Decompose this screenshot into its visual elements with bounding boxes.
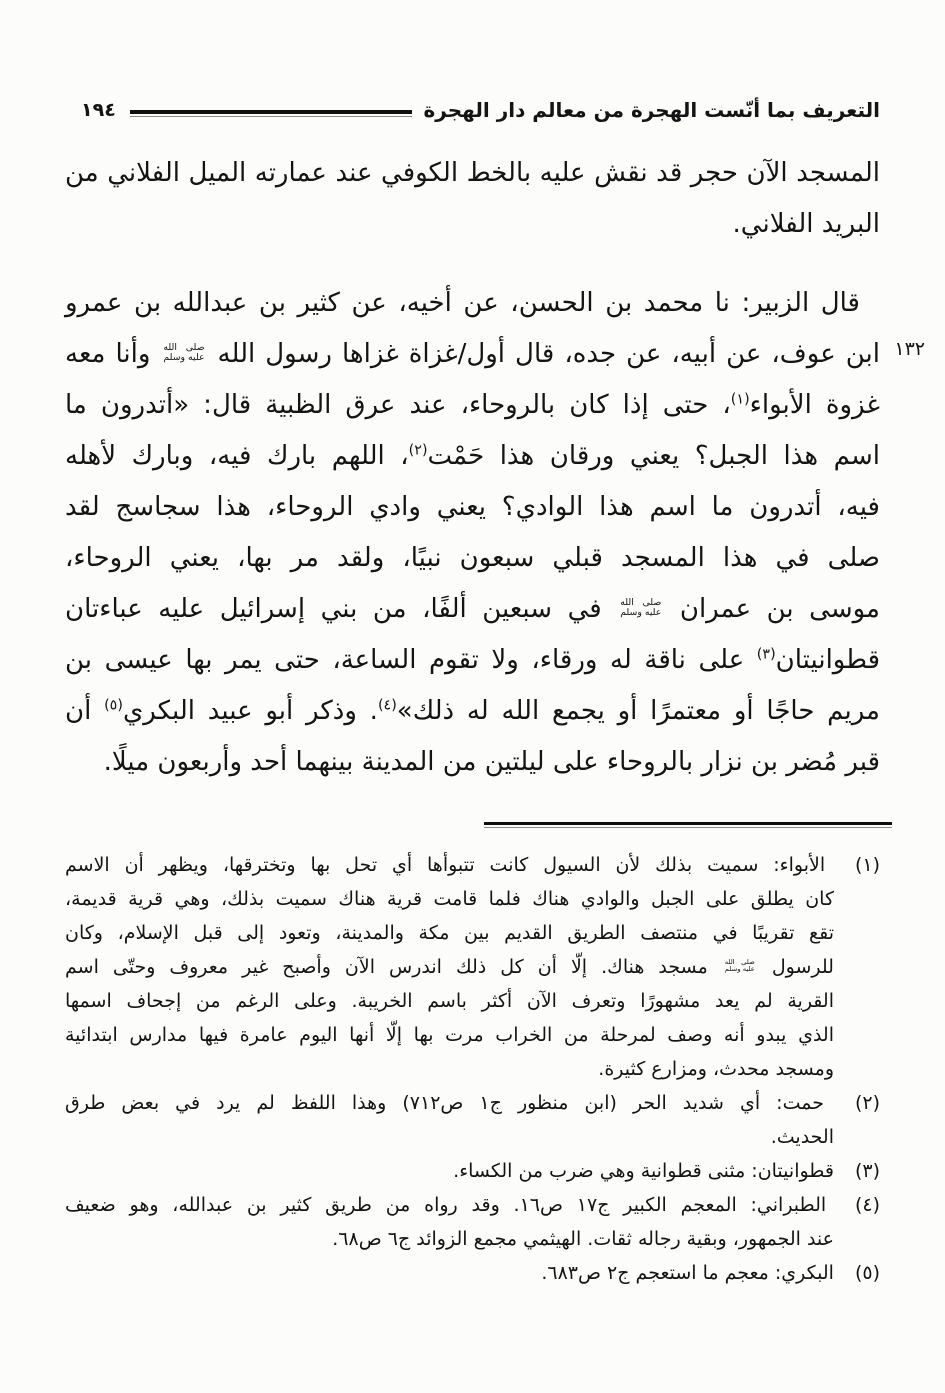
margin-folio-number: ١٣٢: [894, 338, 925, 360]
footnote-number: (١): [854, 854, 880, 876]
footnote-line: تقع تقريبًا في منتصف الطريق القديم بين مكة والمدينة، وتعود إلى قبل الإسلام، وكان: [65, 922, 834, 944]
footnote-reference: (٥): [104, 697, 123, 714]
body-line: موسى بن عمران صلى الله عليه وسلم في سبعين ألفًا، من بني إسرائيل عليه عباءتان: [65, 594, 880, 624]
footnote-line: الذي يبدو أنه وصف لمرحلة من الخراب مرت بها إلّا أنها اليوم عامرة فيها مدارس ابتدائية: [65, 1024, 834, 1046]
body-line: قال الزبير: نا محمد بن الحسن، عن أخيه، عن كثير بن عبدالله بن عمرو: [65, 288, 860, 318]
body-line: غزوة الأبواء$^{(١)}$، حتى إذا كان بالروحاء، عند عرق الظبية قال: «أتدرون ما: [65, 390, 880, 420]
prophet-salutation-glyph: صلى الله عليه وسلم: [163, 341, 205, 363]
footnote-item-3: [65, 1154, 880, 1188]
body-text: [65, 148, 880, 788]
footnote-number: (٥): [854, 1262, 880, 1284]
footnote-line: ومسجد محدث، ومزارع كثيرة.: [598, 1058, 834, 1080]
footnote-reference: (١): [730, 391, 750, 408]
footnote-line: عند الجمهور، وبقية رجاله ثقات. الهيثمي مجمع الزوائد ج٦ ص٦٨.: [332, 1228, 834, 1250]
footnote-line: (٤) الطبراني: المعجم الكبير ج١٧ ص١٦. وقد رواه من طريق كثير بن عبدالله، وهو ضعيف: [65, 1188, 880, 1222]
footnote-line: للرسول صلى الله عليه وسلم مسجد هناك. إلّا أن كل ذلك اندرس الآن وأصبح غير معروف وحتّى اسم: [65, 956, 834, 978]
footnote-number: (٤): [854, 1194, 880, 1216]
body-line: ابن عوف، عن أبيه، عن جده، قال أول/غزاة غزاها رسول الله صلى الله عليه وسلم وأنا معه: [65, 339, 880, 369]
footnote-number: (٢): [854, 1092, 880, 1114]
footnote-line: القرية لم يعد مشهورًا وتعرف الآن أكثر باسم الخريبة. وعلى الرغم من إجحاف اسمها: [65, 990, 834, 1012]
footnote-item-4: [65, 1188, 880, 1256]
footnote-reference: (٣): [756, 646, 776, 663]
footnote-line: (٣) قطوانيتان: مثنى قطوانية وهي ضرب من الكساء.: [65, 1154, 880, 1188]
body-line: قبر مُضر بن نزار بالروحاء على ليلتين من المدينة بينهما أحد وأربعون ميلًا.: [103, 747, 880, 777]
footnote-item-2: [65, 1086, 880, 1154]
body-line: البريد الفلاني.: [732, 209, 880, 239]
running-header: [65, 92, 880, 128]
footnote-line: (٢) حمت: أي شديد الحر (ابن منظور ج١ ص٧١٢) وهذا اللفظ لم يرد في بعض طرق: [65, 1086, 880, 1120]
footnote-item-1: [65, 848, 880, 1086]
footnote-item-5: [65, 1256, 880, 1290]
footnote-separator-rule: [484, 822, 892, 828]
paragraph-1: [65, 148, 880, 250]
footnote-reference: (٢): [408, 442, 428, 459]
body-line: اسم هذا الجبل؟ يعني ورقان هذا حَمْت$^{(٢)}$، اللهم بارك فيه، وبارك لأهله: [65, 441, 880, 471]
prophet-salutation-glyph: صلى الله عليه وسلم: [620, 596, 662, 618]
footnotes-block: [65, 848, 880, 1290]
header-rule: [130, 110, 412, 117]
prophet-salutation-glyph: صلى الله عليه وسلم: [724, 958, 755, 974]
footnote-line: كان يطلق على الجبل والوادي هناك فلما قامت قرية هناك سميت بذلك، وهي قرية قديمة،: [65, 888, 834, 910]
footnote-line: (٥) البكري: معجم ما استعجم ج٢ ص٦٨٣.: [65, 1256, 880, 1290]
paragraph-2: [65, 278, 880, 788]
body-line: قطوانيتان$^{(٣)}$ على ناقة له ورقاء، ولا تقوم الساعة، حتى يمر بها عيسى بن: [65, 645, 880, 675]
body-line: صلى في هذا المسجد قبلي سبعون نبيًا، ولقد مر بها، يعني الروحاء،: [65, 543, 880, 573]
body-line: فيه، أتدرون ما اسم هذا الوادي؟ يعني وادي الروحاء، هذا سجاسج لقد: [65, 492, 880, 522]
page-number: ١٩٤: [81, 99, 116, 121]
footnote-line: (١) الأبواء: سميت بذلك لأن السيول كانت تتبوأها أي تحل بها وتخترقها، ويظهر أن الاسم: [65, 848, 880, 882]
body-line: مريم حاجًا أو معتمرًا أو يجمع الله له ذلك»$^{(٤)}$. وذكر أبو عبيد البكري$^{(٥)}$ أن: [65, 696, 880, 726]
footnote-line: الحديث.: [770, 1126, 834, 1148]
footnote-reference: (٤): [377, 697, 397, 714]
footnote-number: (٣): [854, 1160, 880, 1182]
body-line: المسجد الآن حجر قد نقش عليه بالخط الكوفي عند عمارته الميل الفلاني من: [65, 158, 880, 188]
running-title: التعريف بما أنّست الهجرة من معالم دار الهجرة: [423, 98, 880, 122]
